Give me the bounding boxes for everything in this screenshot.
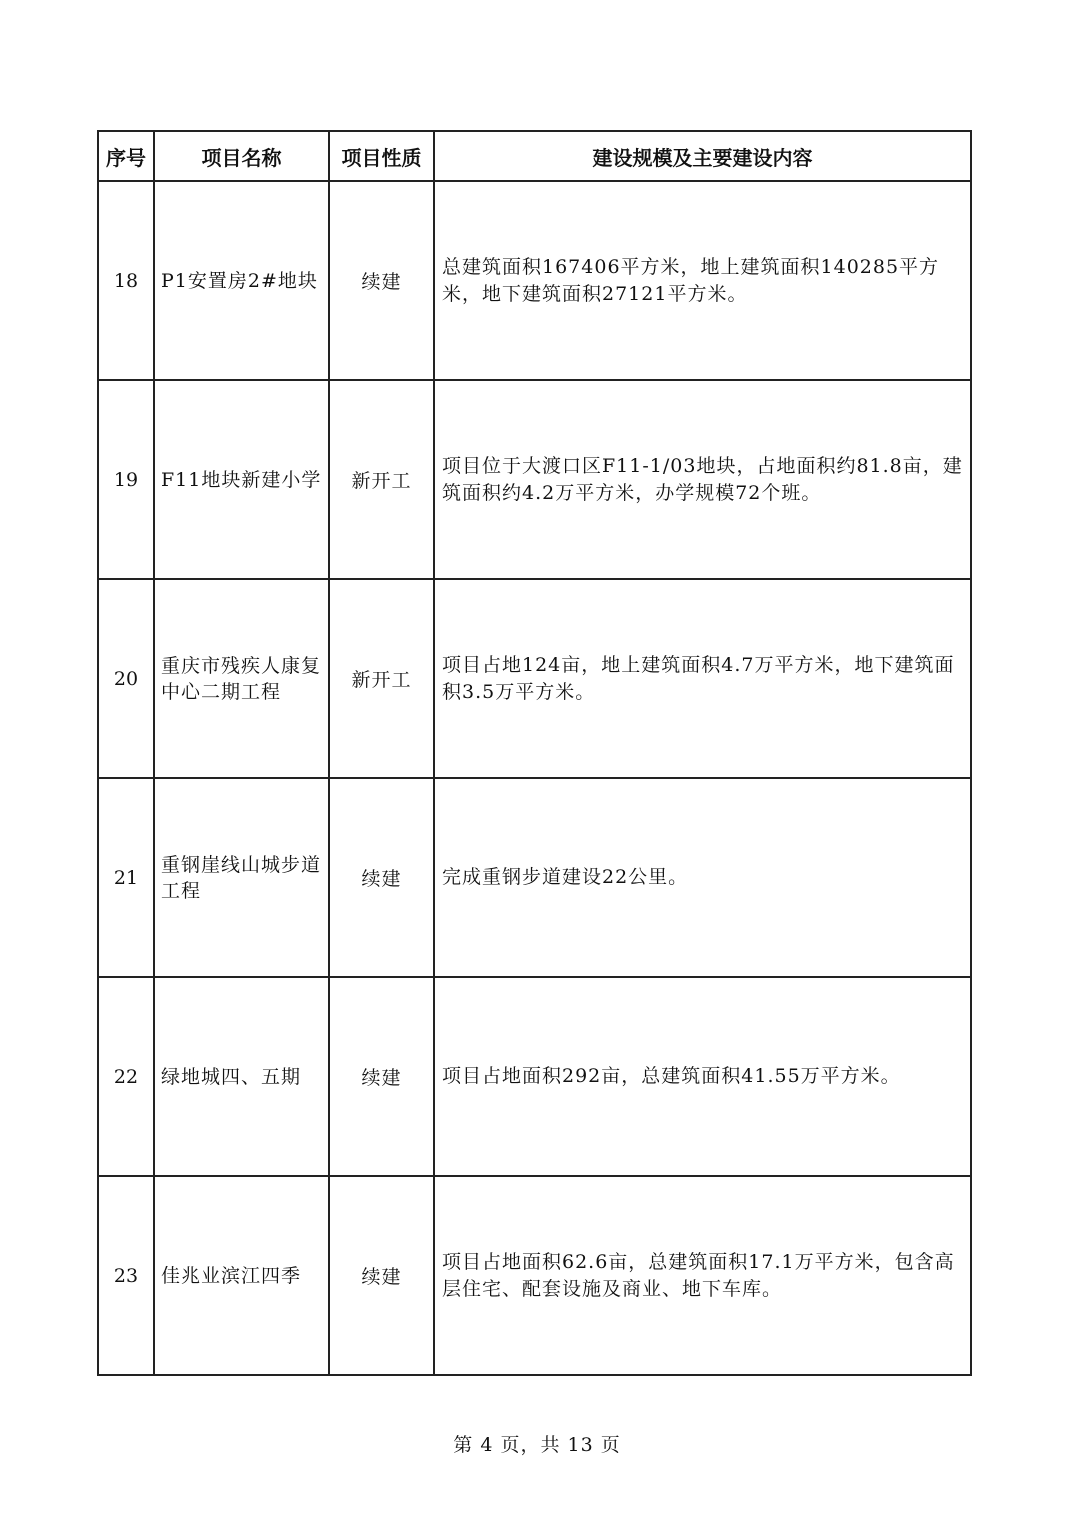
row-index: 21 (98, 778, 154, 977)
row-project-type: 续建 (329, 181, 434, 380)
page-number-footer: 第 4 页，共 13 页 (453, 1434, 621, 1456)
row-project-type: 新开工 (329, 579, 434, 778)
header-content: 建设规模及主要建设内容 (434, 131, 971, 181)
row-project-name: 绿地城四、五期 (154, 977, 329, 1176)
row-index: 20 (98, 579, 154, 778)
table-row (98, 1176, 971, 1375)
header-type: 项目性质 (329, 131, 434, 181)
row-project-content: 项目占地面积292亩，总建筑面积41.55万平方米。 (434, 977, 971, 1176)
row-project-content: 项目占地面积62.6亩，总建筑面积17.1万平方米，包含高层住宅、配套设施及商业、地下车库。 (434, 1176, 971, 1375)
row-project-name: F11地块新建小学 (154, 380, 329, 579)
header-name: 项目名称 (154, 131, 329, 181)
row-project-type: 续建 (329, 778, 434, 977)
row-index: 22 (98, 977, 154, 1176)
table-row (98, 181, 971, 380)
table-row (98, 977, 971, 1176)
table-row (98, 380, 971, 579)
row-project-name: P1安置房2#地块 (154, 181, 329, 380)
table-header-row (98, 131, 971, 181)
row-index: 18 (98, 181, 154, 380)
row-project-type: 续建 (329, 1176, 434, 1375)
row-project-content: 项目占地124亩，地上建筑面积4.7万平方米，地下建筑面积3.5万平方米。 (434, 579, 971, 778)
header-index: 序号 (98, 131, 154, 181)
row-project-content: 项目位于大渡口区F11-1/03地块，占地面积约81.8亩，建筑面积约4.2万平方米，办学规模72个班。 (434, 380, 971, 579)
row-project-type: 续建 (329, 977, 434, 1176)
row-project-content: 完成重钢步道建设22公里。 (434, 778, 971, 977)
row-project-content: 总建筑面积167406平方米，地上建筑面积140285平方米，地下建筑面积27121平方米。 (434, 181, 971, 380)
row-index: 19 (98, 380, 154, 579)
row-project-name: 重庆市残疾人康复中心二期工程 (154, 579, 329, 778)
row-project-name: 佳兆业滨江四季 (154, 1176, 329, 1375)
row-project-type: 新开工 (329, 380, 434, 579)
project-table (97, 130, 972, 1376)
table-row (98, 778, 971, 977)
table-row (98, 579, 971, 778)
row-index: 23 (98, 1176, 154, 1375)
row-project-name: 重钢崖线山城步道工程 (154, 778, 329, 977)
